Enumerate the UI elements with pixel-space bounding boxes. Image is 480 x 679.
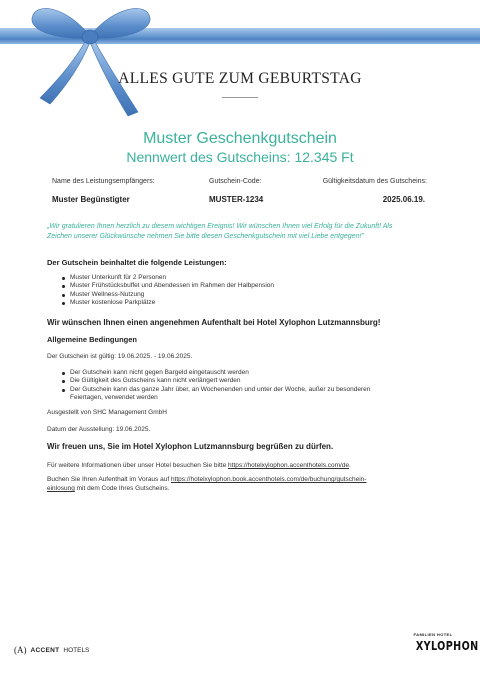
services-list: [62, 274, 274, 307]
list-item: Muster Wellness-Nutzung: [62, 291, 274, 299]
recipient-label: Name des Leistungsempfängers:: [52, 178, 155, 185]
voucher-value: Nennwert des Gutscheins: 12.345 Ft: [126, 149, 354, 165]
list-item: Der Gutschein kann nicht gegen Bargeld eingetauscht werden: [62, 369, 422, 377]
info-text: [47, 461, 437, 470]
code-value: MUSTER-1234: [209, 195, 264, 204]
xylophon-logo: [408, 632, 479, 655]
validity-period: Der Gutschein ist gültig: 19.06.2025. - 19.06.2025.: [47, 353, 193, 360]
title-divider: [222, 97, 258, 98]
welcome-text: Wir freuen uns, Sie im Hotel Xylophon Lutzmannsburg begrüßen zu dürfen.: [47, 442, 334, 451]
booking-prefix: Buchen Sie Ihren Aufenthalt im Voraus auf: [47, 476, 171, 483]
voucher-title: Muster Geschenkgutschein: [143, 130, 337, 147]
list-item: Der Gutschein kann das ganze Jahr über, an Wochenenden und unter der Woche, außer zu besonderen: [62, 386, 422, 394]
booking-link-continuation[interactable]: einlosung: [47, 485, 75, 492]
greeting-title: ALLES GUTE ZUM GEBURTSTAG: [118, 70, 362, 87]
accent-hotels-logo: [14, 645, 89, 655]
xylophon-tagline: FAMILIEN HOTEL: [413, 632, 453, 637]
info-prefix: Für weitere Informationen über unser Hotel besuchen Sie bitte: [47, 462, 229, 469]
issuer: Ausgestellt von SHC Management GmbH: [47, 409, 167, 416]
quote-line: Zeichen unserer Glückwünsche nehmen Sie bitte diesen Geschenkgutschein mit viel Liebe entgegen!”: [47, 232, 364, 240]
accent-hotels-text: HOTELS: [63, 646, 90, 654]
congratulation-quote: [47, 222, 437, 241]
list-item: Muster kostenlose Parkplätze: [62, 299, 274, 307]
code-label: Gutschein-Code:: [209, 178, 262, 185]
xylophon-wordmark: XYLOPHON: [415, 639, 479, 653]
quote-line: „Wir gratulieren Ihnen herzlich zu diesem wichtigen Ereignis! Wir wünschen Ihnen viel Erfolg für die Zukunft! Als: [47, 223, 393, 230]
stay-wish: Wir wünschen Ihnen einen angenehmen Aufenthalt bei Hotel Xylophon Lutzmannsburg!: [47, 318, 381, 327]
booking-suffix: mit dem Code Ihres Gutscheins.: [74, 485, 170, 492]
list-item: Die Gültigkeit des Gutscheins kann nicht verlängert werden: [62, 377, 422, 385]
booking-text: [47, 475, 437, 493]
info-suffix: .: [349, 462, 351, 469]
recipient-value: Muster Begünstigter: [52, 195, 130, 204]
services-heading: Der Gutschein beinhaltet die folgende Leistungen:: [47, 258, 227, 267]
list-item: Muster Unterkunft für 2 Personen: [62, 274, 274, 282]
conditions-list: [62, 369, 422, 402]
accent-brand-text: ACCENT: [30, 646, 60, 654]
hotel-website-link[interactable]: https://hotelxylophon.accenthotels.com/de: [228, 462, 350, 469]
list-item: Feiertagen, verwendet werden: [70, 393, 158, 401]
conditions-heading: Allgemeine Bedingungen: [47, 335, 138, 344]
list-item: Muster Frühstücksbuffet und Abendessen im Rahmen der Halbpension: [62, 282, 274, 290]
gift-bow-icon: [20, 0, 160, 120]
issue-date: Datum der Ausstellung: 19.06.2025.: [47, 426, 151, 433]
accent-mark-icon: (A): [14, 645, 27, 655]
booking-link[interactable]: https://hotelxylophon.book.accenthotels.com/de/buchung/gutschein-: [170, 476, 367, 483]
expiry-label: Gültigkeitsdatum des Gutscheins:: [322, 178, 427, 185]
expiry-value: 2025.06.19.: [382, 195, 425, 204]
